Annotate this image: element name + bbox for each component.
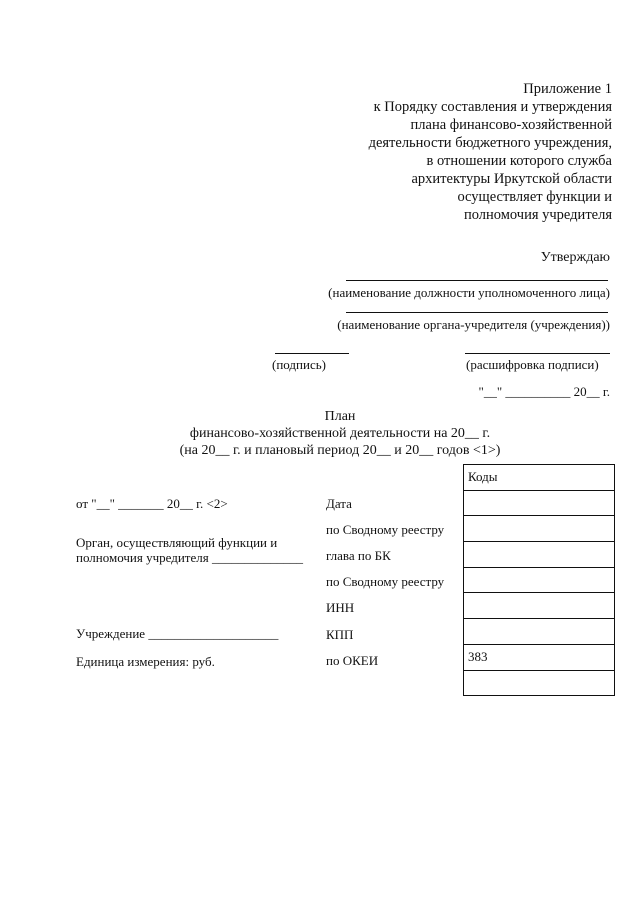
unit-label: Единица измерения: руб. (76, 654, 215, 669)
appendix-line: архитектуры Иркутской области (411, 171, 612, 187)
table-row (464, 567, 615, 593)
plan-period: (на 20__ г. и плановый период 20__ и 20__ годов <1>) (179, 443, 501, 458)
signature-line (275, 353, 349, 354)
code-cell[interactable] (464, 619, 615, 645)
code-cell[interactable]: 383 (464, 644, 615, 670)
appendix-header (369, 80, 612, 224)
table-row (464, 644, 615, 670)
code-cell[interactable] (464, 593, 615, 619)
appendix-line: осуществляет функции и (457, 189, 612, 205)
label-registry: по Сводному реестру (326, 522, 445, 537)
institution-label: Учреждение ____________________ (76, 626, 279, 641)
decoding-line (465, 353, 610, 354)
code-cell[interactable] (464, 490, 615, 516)
appendix-line: полномочия учредителя (463, 207, 612, 223)
table-row (464, 490, 615, 516)
plan-title: План (324, 409, 356, 424)
appendix-line: Приложение 1 (523, 81, 612, 97)
date-from: от "__" _______ 20__ г. <2> (76, 496, 228, 511)
appendix-line: плана финансово-хозяйственной (410, 117, 612, 133)
organ-label-1: Орган, осуществляющий функции и (76, 535, 278, 550)
position-caption: (наименование должности уполномоченного лица) (328, 285, 610, 300)
approve-label: Утверждаю (540, 250, 610, 265)
organ-caption: (наименование органа-учредителя (учреждения)) (337, 317, 610, 332)
label-registry-2: по Сводному реестру (326, 574, 445, 589)
table-row (464, 465, 615, 491)
appendix-line: к Порядку составления и утверждения (373, 99, 612, 115)
code-cell[interactable] (464, 542, 615, 568)
label-date: Дата (326, 496, 352, 511)
plan-subtitle: финансово-хозяйственной деятельности на 20__ г. (189, 426, 491, 441)
label-bk-chapter: глава по БК (326, 548, 391, 563)
appendix-line: в отношении которого служба (426, 153, 612, 169)
organ-line (346, 312, 608, 313)
code-cell[interactable] (464, 516, 615, 542)
table-row (464, 593, 615, 619)
label-kpp: КПП (326, 627, 354, 642)
table-row (464, 670, 615, 696)
table-row (464, 619, 615, 645)
code-cell[interactable] (464, 670, 615, 696)
appendix-line: деятельности бюджетного учреждения, (368, 135, 612, 151)
label-okei: по ОКЕИ (326, 653, 379, 668)
table-row (464, 542, 615, 568)
decoding-caption: (расшифровка подписи) (466, 357, 599, 372)
position-line (346, 280, 608, 281)
codes-header: Коды (464, 465, 615, 491)
table-row (464, 516, 615, 542)
approval-date: "__" __________ 20__ г. (478, 384, 610, 399)
label-inn: ИНН (326, 600, 355, 615)
code-cell[interactable] (464, 567, 615, 593)
organ-label-2: полномочия учредителя ______________ (76, 550, 303, 565)
codes-table (463, 464, 615, 696)
signature-caption: (подпись) (272, 357, 326, 372)
